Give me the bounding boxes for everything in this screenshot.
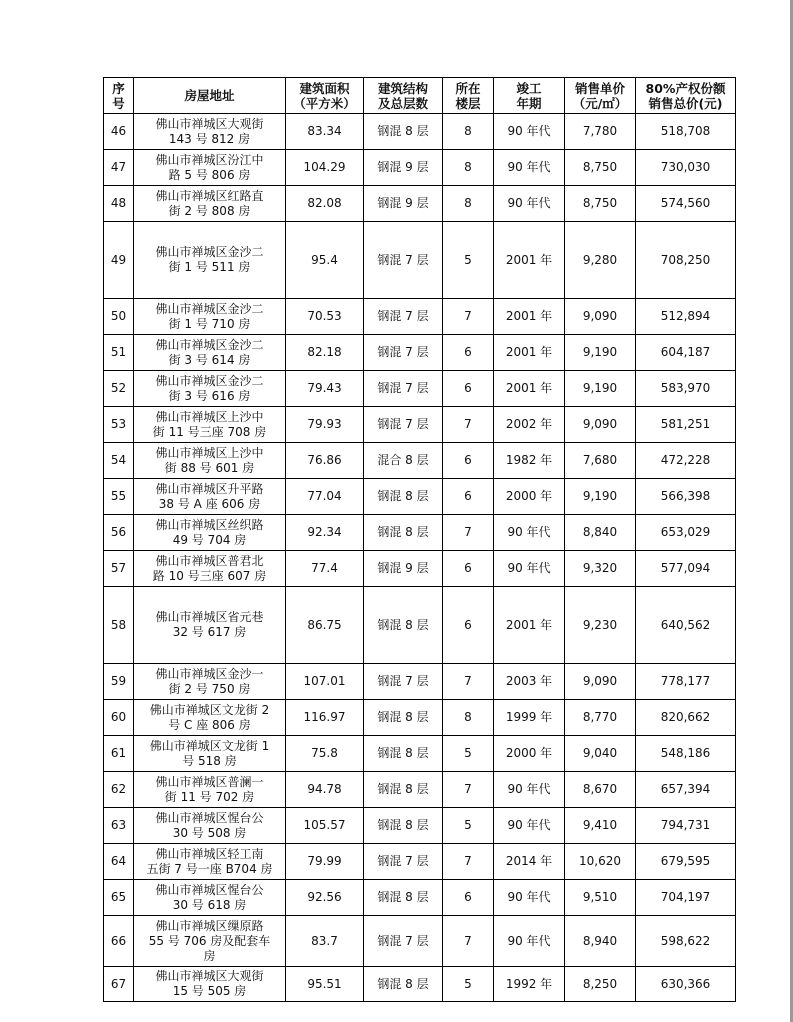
row-address: [134, 335, 286, 371]
row-address: [134, 479, 286, 515]
address-line: 佛山市禅城区大观街: [155, 116, 264, 131]
address-line: 街 2 号 808 房: [168, 203, 251, 218]
address-line: 街 1 号 511 房: [168, 260, 251, 274]
table-row: [104, 150, 736, 186]
row-unit-price: 8,770: [565, 700, 636, 736]
row-structure: 钢混 8 层: [364, 587, 443, 664]
row-address: [134, 515, 286, 551]
address-line: 佛山市禅城区普澜一: [155, 774, 264, 789]
row-floor: 7: [443, 515, 494, 551]
address-line: 房: [203, 948, 216, 963]
table-row: [104, 186, 736, 222]
address-line: 号 C 座 806 房: [168, 717, 251, 732]
row-year: 90 年代: [494, 880, 565, 916]
address-line: 佛山市禅城区普君北: [155, 553, 264, 568]
row-structure: 钢混 8 层: [364, 736, 443, 772]
row-total-price: 653,029: [636, 515, 736, 551]
address-line: 街 2 号 750 房: [168, 681, 251, 696]
row-unit-price: 9,040: [565, 736, 636, 772]
row-structure: 钢混 7 层: [364, 916, 443, 967]
address-line: 佛山市禅城区文龙街 2: [149, 702, 270, 717]
row-area: 105.57: [286, 808, 364, 844]
row-total-price: 730,030: [636, 150, 736, 186]
table-row: [104, 515, 736, 551]
address-line: 佛山市禅城区文龙街 1: [149, 738, 270, 753]
address-line: 路 10 号三座 607 房: [152, 568, 267, 583]
row-unit-price: 9,190: [565, 371, 636, 407]
row-year: 90 年代: [494, 515, 565, 551]
address-line: 佛山市禅城区省元巷: [155, 610, 264, 624]
address-line: 佛山市禅城区上沙中: [155, 445, 264, 460]
table-row: [104, 443, 736, 479]
row-floor: 7: [443, 844, 494, 880]
row-total-price: 566,398: [636, 479, 736, 515]
table-row: [104, 808, 736, 844]
row-unit-price: 9,090: [565, 299, 636, 335]
row-address: [134, 916, 286, 967]
table-row: [104, 664, 736, 700]
address-line: 32 号 617 房: [172, 625, 247, 639]
row-floor: 6: [443, 587, 494, 664]
row-area: 75.8: [286, 736, 364, 772]
row-total-price: 657,394: [636, 772, 736, 808]
row-structure: 钢混 7 层: [364, 664, 443, 700]
row-area: 79.99: [286, 844, 364, 880]
row-unit-price: 8,250: [565, 967, 636, 1002]
row-address: [134, 880, 286, 916]
table-row: [104, 772, 736, 808]
row-total-price: 577,094: [636, 551, 736, 587]
row-total-price: 640,562: [636, 587, 736, 664]
table-row: [104, 551, 736, 587]
row-structure: 钢混 7 层: [364, 407, 443, 443]
row-address: [134, 186, 286, 222]
header-structure: 建筑结构 及总层数: [364, 78, 443, 114]
row-unit-price: 7,680: [565, 443, 636, 479]
row-floor: 7: [443, 916, 494, 967]
row-floor: 6: [443, 551, 494, 587]
table-row: [104, 222, 736, 299]
row-number: 47: [104, 150, 134, 186]
row-area: 76.86: [286, 443, 364, 479]
row-number: 60: [104, 700, 134, 736]
row-year: 1999 年: [494, 700, 565, 736]
row-number: 50: [104, 299, 134, 335]
table-row: [104, 967, 736, 1002]
row-address: [134, 114, 286, 150]
row-number: 52: [104, 371, 134, 407]
row-floor: 5: [443, 808, 494, 844]
address-line: 佛山市禅城区金沙二: [155, 245, 264, 259]
row-address: [134, 736, 286, 772]
row-area: 83.7: [286, 916, 364, 967]
row-structure: 钢混 7 层: [364, 335, 443, 371]
row-year: 90 年代: [494, 551, 565, 587]
address-line: 号 518 房: [182, 753, 237, 768]
row-unit-price: 7,780: [565, 114, 636, 150]
row-address: [134, 587, 286, 664]
row-floor: 7: [443, 664, 494, 700]
row-number: 56: [104, 515, 134, 551]
row-floor: 8: [443, 700, 494, 736]
row-structure: 钢混 8 层: [364, 772, 443, 808]
row-address: [134, 772, 286, 808]
row-structure: 钢混 7 层: [364, 844, 443, 880]
row-floor: 6: [443, 880, 494, 916]
address-line: 佛山市禅城区大观街: [155, 969, 264, 983]
row-total-price: 794,731: [636, 808, 736, 844]
row-floor: 6: [443, 479, 494, 515]
address-line: 143 号 812 房: [168, 131, 251, 146]
row-area: 95.4: [286, 222, 364, 299]
header-unit-price: 销售单价 （元/㎡）: [565, 78, 636, 114]
row-unit-price: 9,190: [565, 479, 636, 515]
row-area: 77.04: [286, 479, 364, 515]
header-floor: 所在 楼层: [443, 78, 494, 114]
row-year: 2001 年: [494, 371, 565, 407]
address-line: 街 11 号三座 708 房: [152, 424, 267, 439]
header-year: 竣工 年期: [494, 78, 565, 114]
row-total-price: 512,894: [636, 299, 736, 335]
property-listing-table: [103, 77, 736, 1002]
row-unit-price: 9,320: [565, 551, 636, 587]
row-total-price: 518,708: [636, 114, 736, 150]
row-structure: 钢混 7 层: [364, 222, 443, 299]
address-line: 佛山市禅城区丝织路: [155, 517, 264, 532]
row-year: 2003 年: [494, 664, 565, 700]
address-line: 佛山市禅城区上沙中: [155, 409, 264, 424]
row-number: 49: [104, 222, 134, 299]
row-area: 92.34: [286, 515, 364, 551]
row-floor: 5: [443, 222, 494, 299]
row-structure: 钢混 8 层: [364, 114, 443, 150]
row-total-price: 704,197: [636, 880, 736, 916]
row-address: [134, 222, 286, 299]
row-unit-price: 9,280: [565, 222, 636, 299]
address-line: 38 号 A 座 606 房: [158, 496, 261, 511]
row-number: 66: [104, 916, 134, 967]
row-floor: 7: [443, 407, 494, 443]
row-floor: 8: [443, 150, 494, 186]
row-year: 2001 年: [494, 299, 565, 335]
row-unit-price: 9,510: [565, 880, 636, 916]
row-structure: 钢混 9 层: [364, 186, 443, 222]
row-number: 57: [104, 551, 134, 587]
row-address: [134, 700, 286, 736]
row-total-price: 472,228: [636, 443, 736, 479]
row-address: [134, 664, 286, 700]
table-row: [104, 844, 736, 880]
row-structure: 钢混 9 层: [364, 150, 443, 186]
row-number: 58: [104, 587, 134, 664]
table-row: [104, 371, 736, 407]
row-year: 2001 年: [494, 222, 565, 299]
row-structure: 钢混 8 层: [364, 880, 443, 916]
row-structure: 钢混 8 层: [364, 479, 443, 515]
row-structure: 钢混 8 层: [364, 808, 443, 844]
address-line: 街 3 号 614 房: [168, 352, 251, 367]
row-number: 54: [104, 443, 134, 479]
row-year: 2000 年: [494, 736, 565, 772]
row-number: 61: [104, 736, 134, 772]
row-area: 86.75: [286, 587, 364, 664]
address-line: 佛山市禅城区惺台公: [155, 810, 264, 825]
row-area: 79.43: [286, 371, 364, 407]
row-floor: 8: [443, 114, 494, 150]
address-line: 街 88 号 601 房: [164, 460, 255, 475]
row-structure: 钢混 7 层: [364, 299, 443, 335]
row-unit-price: 9,410: [565, 808, 636, 844]
table-row: [104, 700, 736, 736]
row-total-price: 820,662: [636, 700, 736, 736]
row-total-price: 778,177: [636, 664, 736, 700]
row-address: [134, 407, 286, 443]
row-address: [134, 371, 286, 407]
row-number: 55: [104, 479, 134, 515]
row-address: [134, 299, 286, 335]
table-row: [104, 916, 736, 967]
address-line: 街 1 号 710 房: [168, 316, 251, 331]
table-row: [104, 299, 736, 335]
row-area: 92.56: [286, 880, 364, 916]
address-line: 55 号 706 房及配套车: [148, 933, 271, 948]
row-total-price: 708,250: [636, 222, 736, 299]
row-floor: 5: [443, 736, 494, 772]
row-unit-price: 9,090: [565, 407, 636, 443]
row-number: 59: [104, 664, 134, 700]
row-address: [134, 443, 286, 479]
row-unit-price: 8,940: [565, 916, 636, 967]
row-year: 90 年代: [494, 114, 565, 150]
row-floor: 8: [443, 186, 494, 222]
address-line: 49 号 704 房: [172, 532, 247, 547]
row-total-price: 630,366: [636, 967, 736, 1002]
row-unit-price: 8,750: [565, 150, 636, 186]
address-line: 佛山市禅城区金沙二: [155, 337, 264, 352]
row-area: 104.29: [286, 150, 364, 186]
row-number: 46: [104, 114, 134, 150]
header-total-price: 80%产权份额 销售总价(元): [636, 78, 736, 114]
header-no: 序 号: [104, 78, 134, 114]
row-number: 48: [104, 186, 134, 222]
address-line: 五街 7 号一座 B704 房: [146, 861, 273, 876]
table-row: [104, 407, 736, 443]
address-line: 佛山市禅城区惺台公: [155, 882, 264, 897]
row-floor: 7: [443, 772, 494, 808]
row-year: 2001 年: [494, 587, 565, 664]
row-structure: 钢混 8 层: [364, 700, 443, 736]
header-area: 建筑面积 （平方米）: [286, 78, 364, 114]
address-line: 佛山市禅城区金沙二: [155, 373, 264, 388]
row-year: 2014 年: [494, 844, 565, 880]
address-line: 街 11 号 702 房: [164, 789, 255, 804]
address-line: 佛山市禅城区金沙一: [155, 666, 264, 681]
address-line: 佛山市禅城区金沙二: [155, 301, 264, 316]
row-year: 2001 年: [494, 335, 565, 371]
row-number: 63: [104, 808, 134, 844]
address-line: 佛山市禅城区轻工南: [155, 846, 264, 861]
row-year: 90 年代: [494, 808, 565, 844]
row-total-price: 581,251: [636, 407, 736, 443]
row-total-price: 574,560: [636, 186, 736, 222]
row-total-price: 604,187: [636, 335, 736, 371]
row-floor: 6: [443, 443, 494, 479]
header-address: 房屋地址: [134, 78, 286, 114]
address-line: 30 号 508 房: [172, 825, 247, 840]
row-total-price: 583,970: [636, 371, 736, 407]
table-row: [104, 335, 736, 371]
row-unit-price: 8,840: [565, 515, 636, 551]
row-total-price: 548,186: [636, 736, 736, 772]
address-line: 15 号 505 房: [172, 984, 247, 998]
row-number: 51: [104, 335, 134, 371]
row-year: 90 年代: [494, 772, 565, 808]
table-row: [104, 736, 736, 772]
row-area: 77.4: [286, 551, 364, 587]
row-year: 90 年代: [494, 186, 565, 222]
row-year: 90 年代: [494, 916, 565, 967]
row-unit-price: 8,670: [565, 772, 636, 808]
row-number: 65: [104, 880, 134, 916]
row-structure: 钢混 9 层: [364, 551, 443, 587]
address-line: 街 3 号 616 房: [168, 388, 251, 403]
row-unit-price: 8,750: [565, 186, 636, 222]
row-year: 1992 年: [494, 967, 565, 1002]
row-structure: 钢混 8 层: [364, 515, 443, 551]
row-address: [134, 551, 286, 587]
table-row: [104, 479, 736, 515]
table-header-row: [104, 78, 736, 114]
row-number: 62: [104, 772, 134, 808]
row-floor: 6: [443, 335, 494, 371]
table-row: [104, 114, 736, 150]
row-area: 107.01: [286, 664, 364, 700]
row-address: [134, 844, 286, 880]
row-unit-price: 9,090: [565, 664, 636, 700]
address-line: 佛山市禅城区缫原路: [155, 918, 264, 933]
row-total-price: 679,595: [636, 844, 736, 880]
address-line: 佛山市禅城区汾江中: [155, 152, 264, 167]
row-structure: 钢混 8 层: [364, 967, 443, 1002]
address-line: 路 5 号 806 房: [168, 167, 251, 182]
row-area: 82.18: [286, 335, 364, 371]
row-year: 90 年代: [494, 150, 565, 186]
row-number: 64: [104, 844, 134, 880]
address-line: 佛山市禅城区升平路: [155, 481, 264, 496]
row-floor: 5: [443, 967, 494, 1002]
row-number: 53: [104, 407, 134, 443]
table-row: [104, 880, 736, 916]
row-area: 70.53: [286, 299, 364, 335]
row-structure: 混合 8 层: [364, 443, 443, 479]
row-area: 79.93: [286, 407, 364, 443]
row-structure: 钢混 7 层: [364, 371, 443, 407]
row-number: 67: [104, 967, 134, 1002]
row-unit-price: 9,230: [565, 587, 636, 664]
row-address: [134, 967, 286, 1002]
row-year: 2002 年: [494, 407, 565, 443]
row-area: 94.78: [286, 772, 364, 808]
row-address: [134, 808, 286, 844]
table-row: [104, 587, 736, 664]
row-total-price: 598,622: [636, 916, 736, 967]
row-year: 2000 年: [494, 479, 565, 515]
row-floor: 6: [443, 371, 494, 407]
row-area: 83.34: [286, 114, 364, 150]
address-line: 佛山市禅城区红路直: [155, 188, 264, 203]
address-line: 30 号 618 房: [172, 897, 247, 912]
row-area: 95.51: [286, 967, 364, 1002]
row-unit-price: 9,190: [565, 335, 636, 371]
row-floor: 7: [443, 299, 494, 335]
row-year: 1982 年: [494, 443, 565, 479]
row-area: 82.08: [286, 186, 364, 222]
row-unit-price: 10,620: [565, 844, 636, 880]
row-address: [134, 150, 286, 186]
row-area: 116.97: [286, 700, 364, 736]
